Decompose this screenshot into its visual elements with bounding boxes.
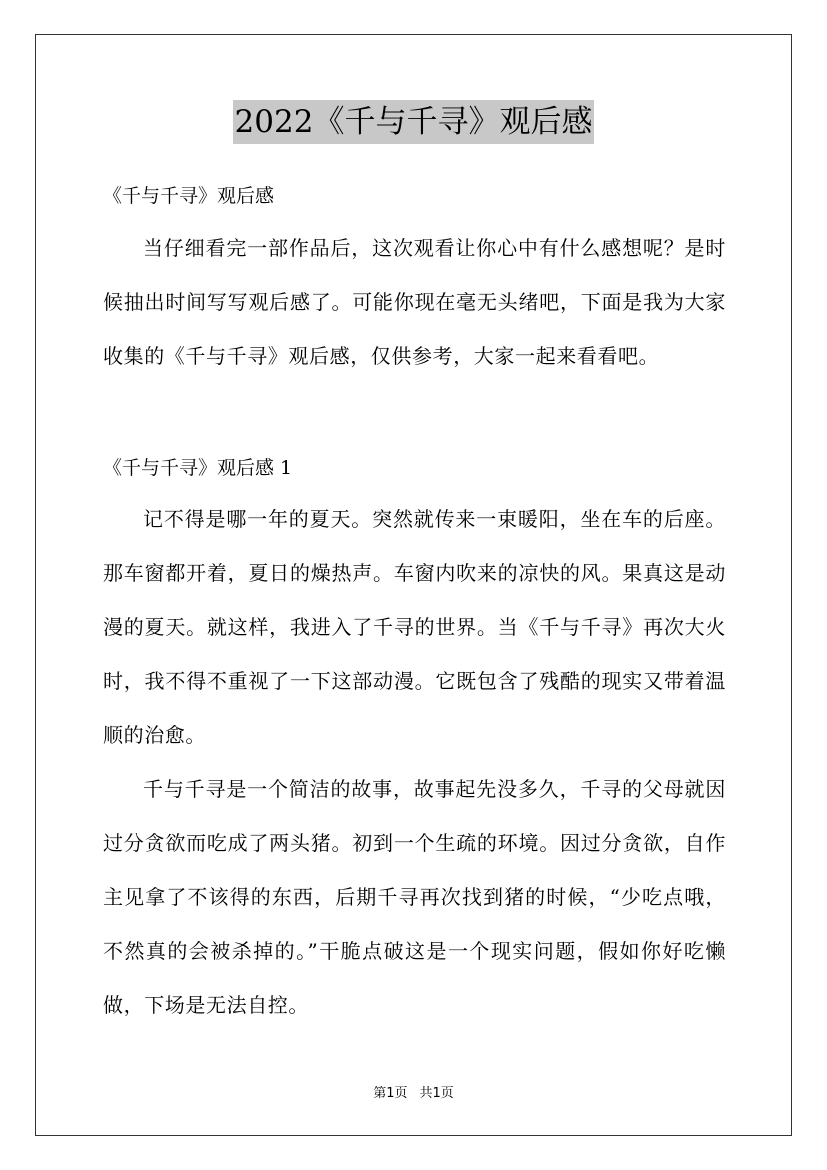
page-footer — [0, 1082, 827, 1101]
intro-paragraph: 当仔细看完一部作品后，这次观看让你心中有什么感想呢？是时候抽出时间写写观后感了。可能你现在毫无头绪吧，下面是我为大家收集的《千与千寻》观后感，仅供参考，大家一起来看看吧。 — [103, 236, 726, 368]
page-number: 第1页 — [373, 1086, 408, 1101]
body-paragraph-1: 记不得是哪一年的夏天。突然就传来一束暖阳，坐在车的后座。那车窗都开着，夏日的燥热声。车窗内吹来的凉快的风。果真这是动漫的夏天。就这样，我进入了千寻的世界。当《千与千寻》再次大火时，我不得不重视了一下这部动漫。它既包含了残酷的现实又带着温顺的治愈。 — [103, 507, 726, 747]
intro-heading: 《千与千寻》观后感 — [103, 185, 275, 207]
document-title-text: 2022《千与千寻》观后感 — [233, 100, 595, 144]
page-total: 共1页 — [419, 1086, 454, 1101]
document-title — [0, 100, 827, 144]
body-paragraph-2: 千与千寻是一个简洁的故事，故事起先没多久，千寻的父母就因过分贪欲而吃成了两头猪。初到一个生疏的环境。因过分贪欲，自作主见拿了不该得的东西，后期千寻再次找到猪的时候，“少吃点哦，不然真的会被杀掉的。”干脆点破这是一个现实问题，假如你好吃懒做，下场是无法自控。 — [103, 777, 726, 1017]
section-heading: 《千与千寻》观后感 1 — [103, 457, 293, 479]
